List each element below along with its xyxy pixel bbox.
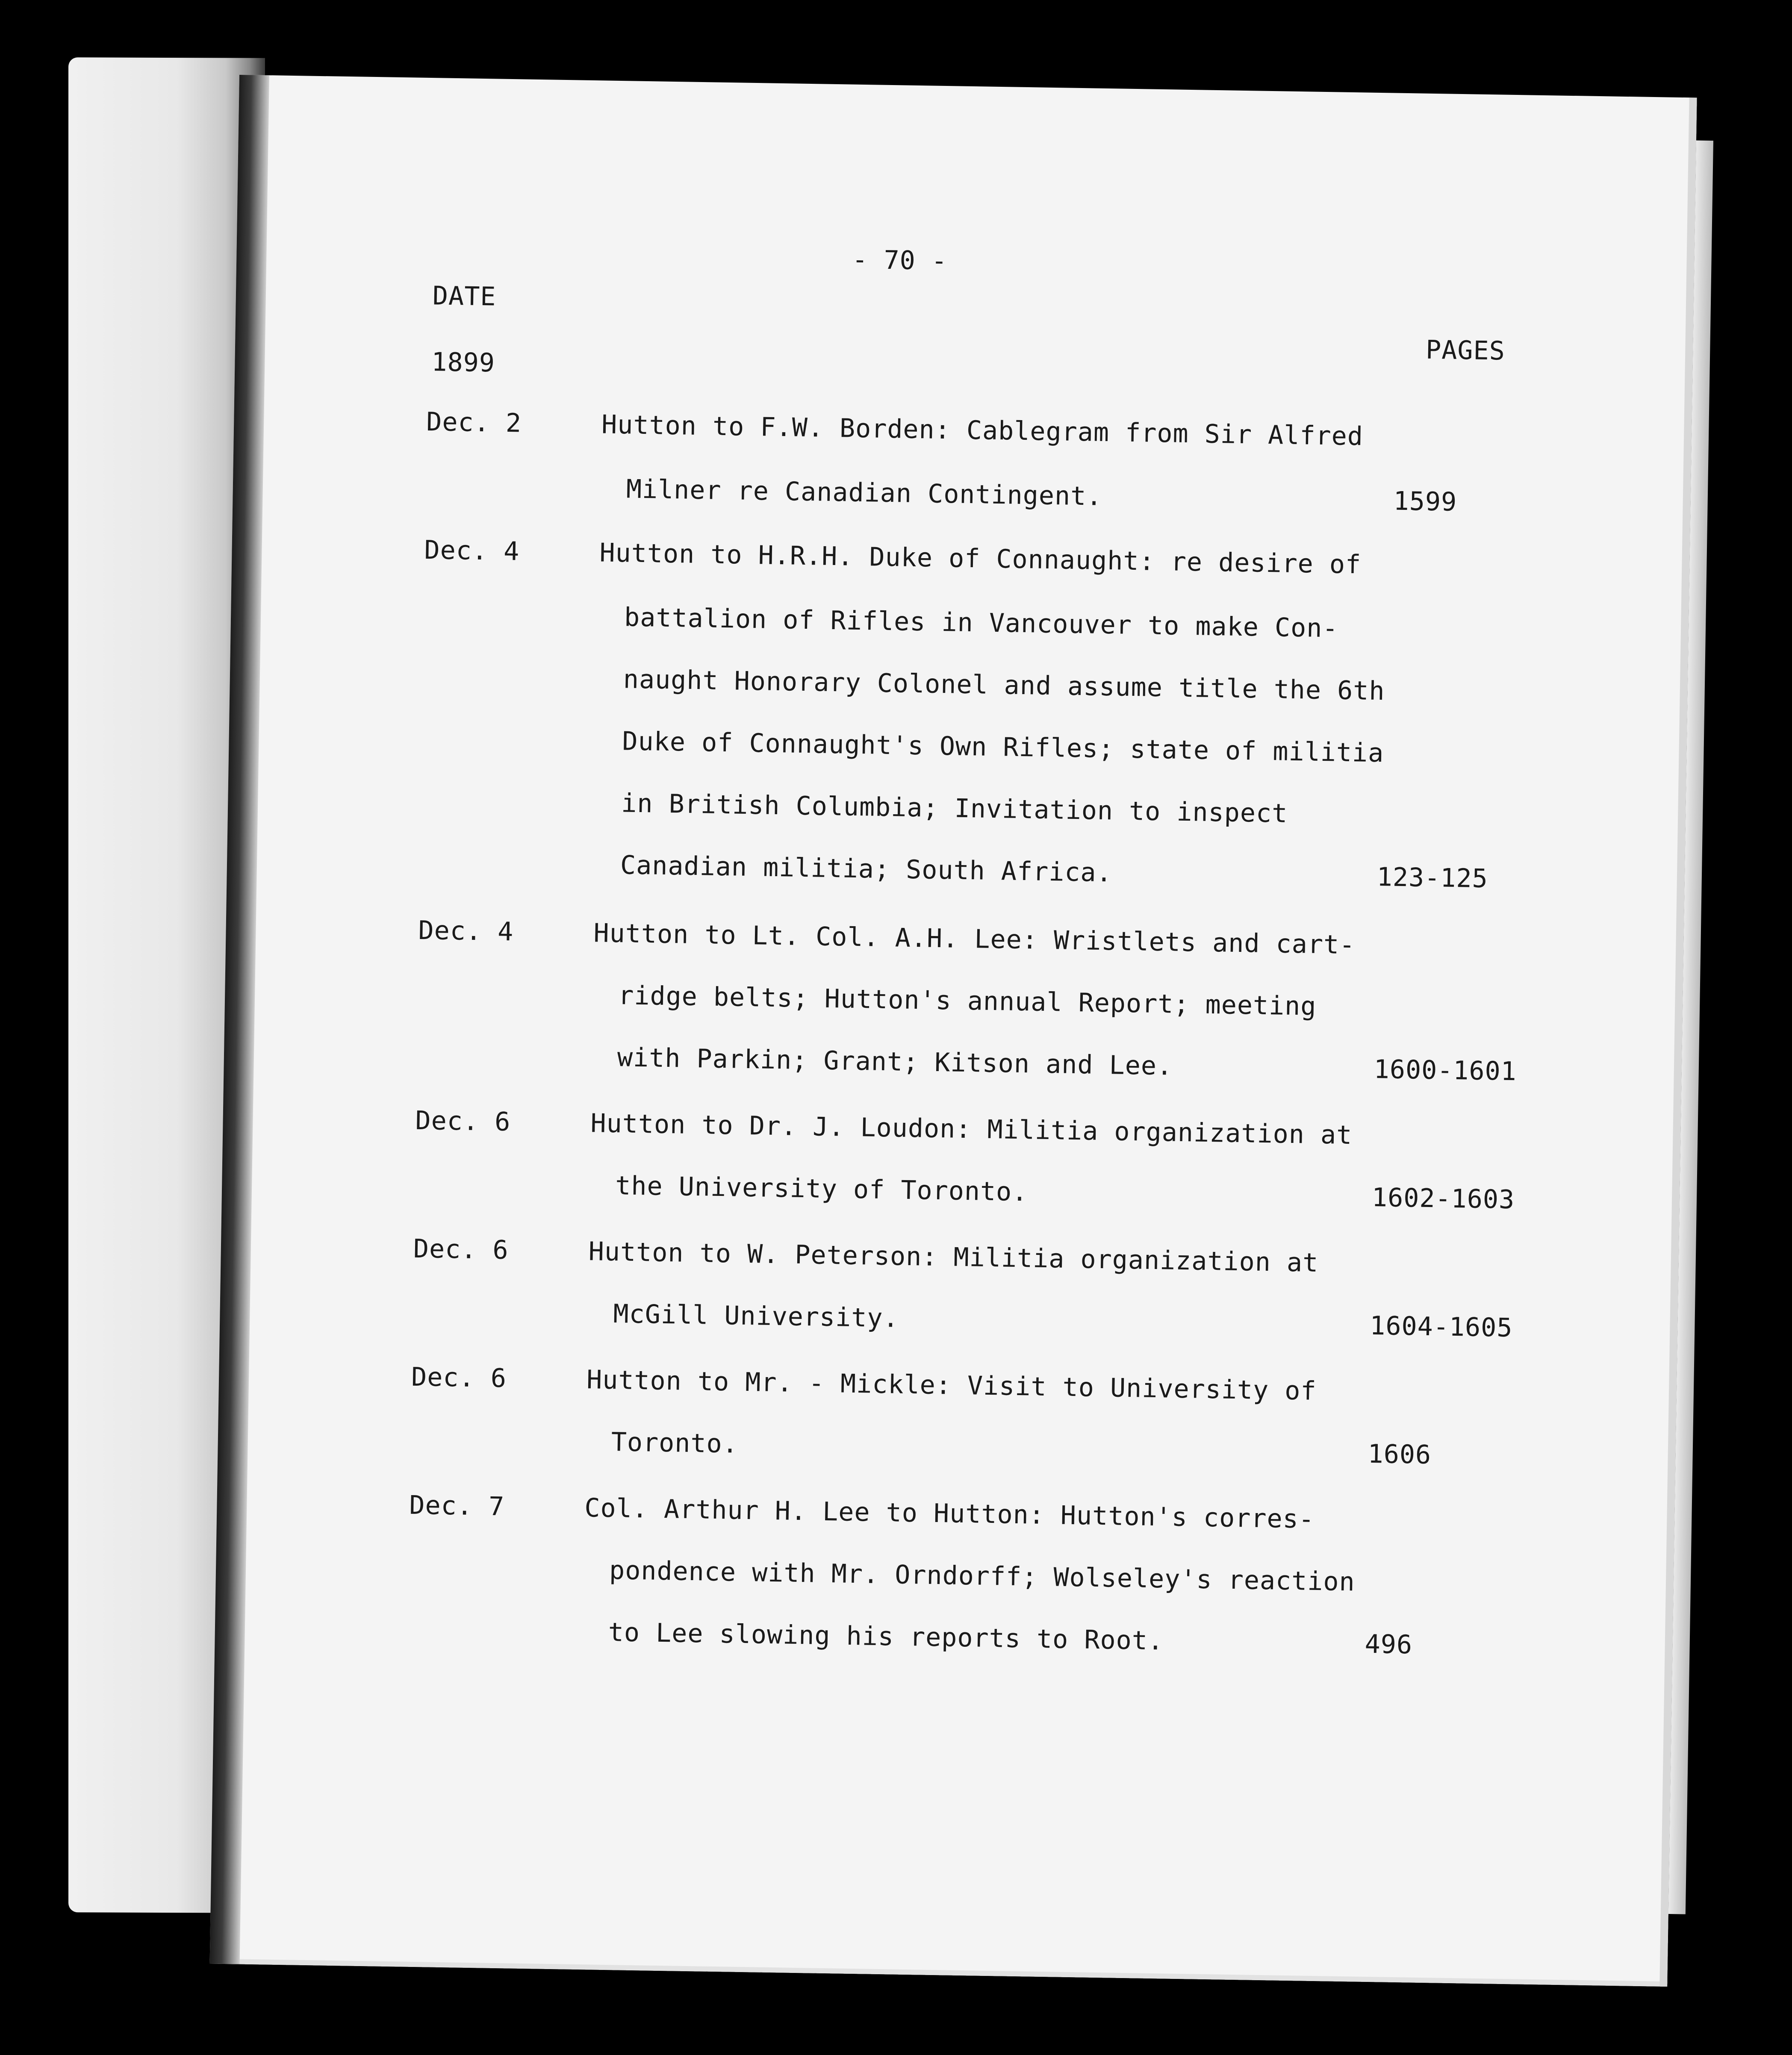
entry-text-line: pondence with Mr. Orndorff; Wolseley's reaction <box>609 1555 1356 1597</box>
entry-pages: 123-125 <box>1376 862 1488 894</box>
document-page <box>210 75 1697 1987</box>
entry-pages: 1604-1605 <box>1369 1310 1513 1343</box>
entry-pages: 1599 <box>1393 486 1457 517</box>
entry-date: Dec. 6 <box>413 1234 509 1266</box>
entry-text-line: Milner re Canadian Contingent. <box>626 474 1103 512</box>
entry-text-line: Duke of Connaught's Own Rifles; state of militia <box>622 726 1384 768</box>
entry-text-line: battalion of Rifles in Vancouver to make Con- <box>624 602 1339 644</box>
entry-date: Dec. 6 <box>411 1362 507 1394</box>
page-content <box>210 75 1697 1987</box>
entry-pages: 1600-1601 <box>1373 1054 1517 1087</box>
entry-date: Dec. 4 <box>418 915 514 947</box>
entry-text-line: Hutton to Mr. - Mickle: Visit to University of <box>586 1365 1317 1406</box>
entry-text-line: Hutton to H.R.H. Duke of Connaught: re desire of <box>599 538 1362 580</box>
entry-pages: 496 <box>1365 1629 1413 1660</box>
entry-text-line: naught Honorary Colonel and assume title the 6th <box>623 664 1385 707</box>
entry-text-line: Toronto. <box>611 1427 739 1459</box>
entry-text-line: Canadian militia; South Africa. <box>620 850 1113 888</box>
entry-pages: 1602-1603 <box>1371 1182 1515 1215</box>
entry-text-line: to Lee slowing his reports to Root. <box>608 1617 1164 1656</box>
year-label: 1899 <box>431 347 495 378</box>
entry-text-line: the University of Toronto. <box>615 1171 1028 1207</box>
date-column-header: DATE <box>432 281 496 312</box>
entry-text-line: ridge belts; Hutton's annual Report; meeting <box>618 980 1317 1022</box>
entry-text-line: with Parkin; Grant; Kitson and Lee. <box>617 1042 1173 1081</box>
entry-text-line: Col. Arthur H. Lee to Hutton: Hutton's corres- <box>584 1493 1315 1534</box>
entry-date: Dec. 2 <box>426 406 522 439</box>
entry-date: Dec. 4 <box>424 535 520 567</box>
pages-column-header: PAGES <box>1425 335 1506 366</box>
entry-text-line: in British Columbia; Invitation to inspect <box>621 788 1288 829</box>
entry-text-line: Hutton to W. Peterson: Militia organization at <box>588 1237 1319 1278</box>
page-number: - 70 - <box>852 244 948 277</box>
entry-text-line: Hutton to Lt. Col. A.H. Lee: Wristlets and cart- <box>593 918 1356 960</box>
entry-text-line: Hutton to Dr. J. Loudon: Militia organization at <box>590 1108 1353 1151</box>
entry-date: Dec. 7 <box>409 1490 505 1522</box>
entry-text-line: McGill University. <box>613 1299 899 1334</box>
entry-text-line: Hutton to F.W. Borden: Cablegram from Sir Alfred <box>601 409 1364 452</box>
entry-date: Dec. 6 <box>415 1105 511 1137</box>
entry-pages: 1606 <box>1368 1439 1432 1470</box>
